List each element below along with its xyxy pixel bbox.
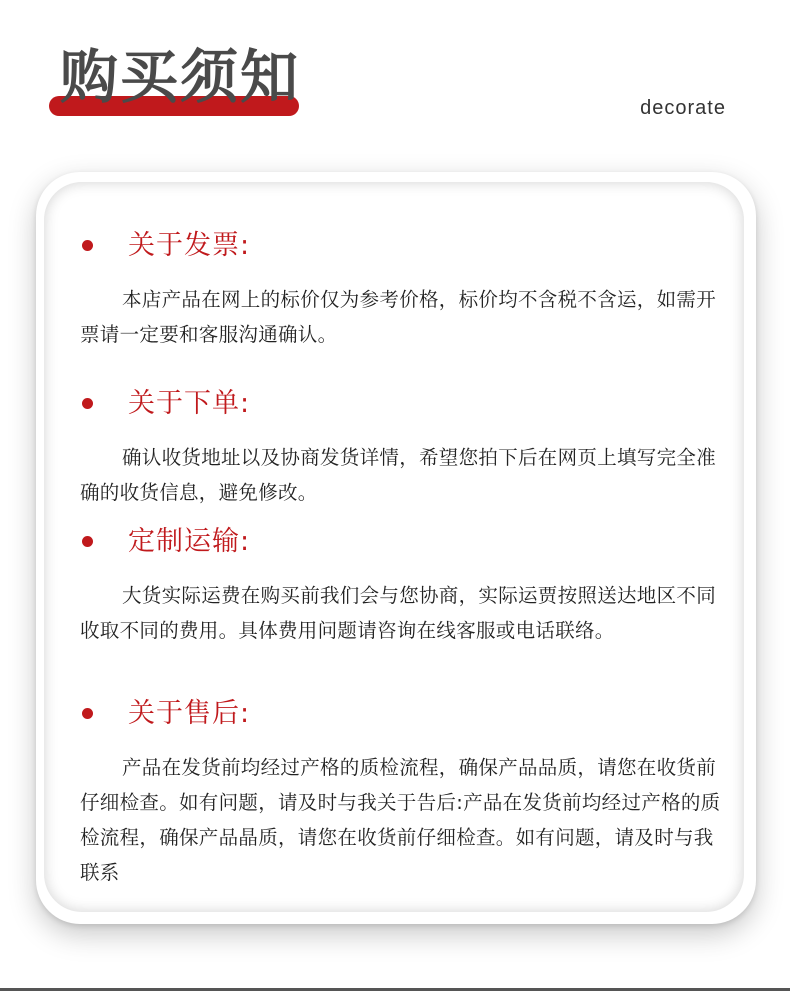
section-title: 定制运输: xyxy=(128,526,251,557)
section-order xyxy=(44,384,744,510)
section-body: 本店产品在网上的标价仅为参考价格，标价均不含税不含运，如需开票请一定要和客服沟通确认。 xyxy=(80,288,717,346)
section-shipping xyxy=(44,522,744,648)
section-invoice xyxy=(44,226,744,352)
decorate-label: decorate xyxy=(640,97,726,119)
section-title: 关于售后: xyxy=(128,698,251,729)
bullet-dot-icon xyxy=(82,240,93,251)
section-body: 产品在发货前均经过产格的质检流程，确保产品品质，请您在收货前仔细检查。如有问题，请及时与我关于告后:产品在发货前均经过产格的质检流程，确保产品晶质，请您在收货前仔细检查。如有问题，请及时与我联系 xyxy=(80,756,721,884)
section-body: 确认收货地址以及协商发货详情，希望您拍下后在网页上填写完全准确的收货信息，避免修改。 xyxy=(80,446,717,504)
section-title: 关于下单: xyxy=(128,388,251,419)
page-title: 购买须知 xyxy=(60,43,301,111)
section-after-sales xyxy=(44,694,744,890)
section-body: 大货实际运费在购买前我们会与您协商，实际运贾按照送达地区不同收取不同的费用。具体费用问题请咨询在线客服或电话联络。 xyxy=(80,584,717,642)
bullet-dot-icon xyxy=(82,708,93,719)
bullet-dot-icon xyxy=(82,398,93,409)
header xyxy=(0,0,790,140)
section-title: 关于发票: xyxy=(128,230,251,261)
notice-card xyxy=(44,182,744,912)
bullet-dot-icon xyxy=(82,536,93,547)
